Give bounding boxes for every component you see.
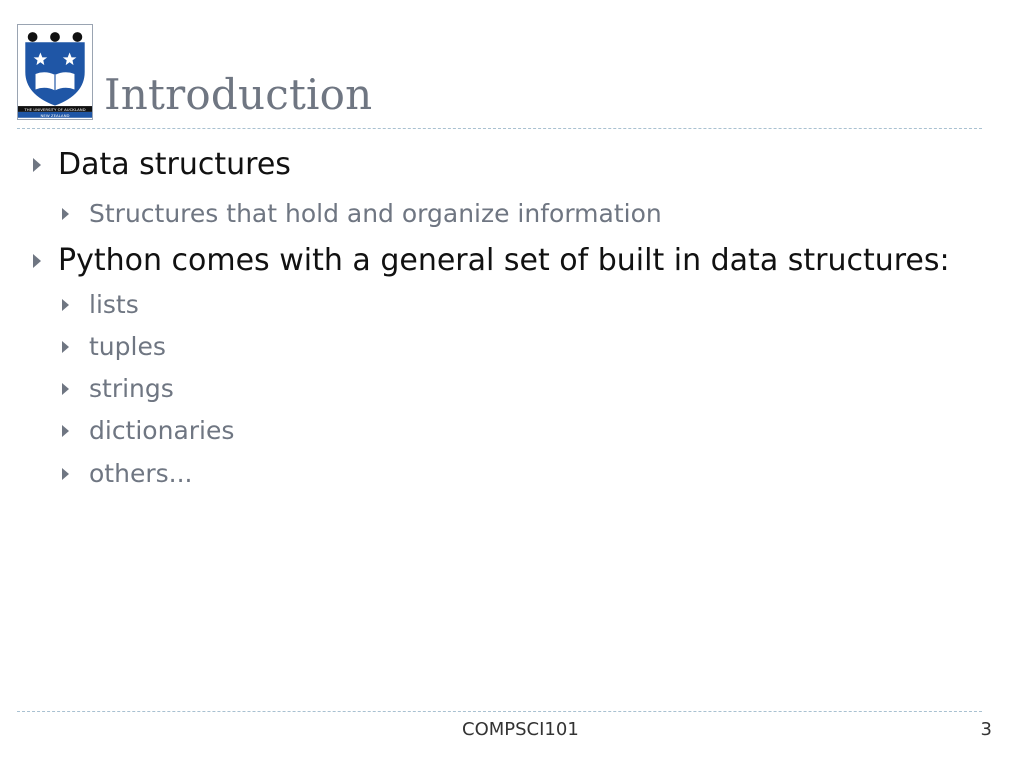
slide-title: Introduction <box>104 70 373 119</box>
sub-bullet-item <box>89 288 139 322</box>
sub-bullet-item <box>89 414 234 448</box>
footer-course-label: COMPSCI101 <box>462 719 579 740</box>
footer-divider <box>17 711 982 712</box>
sub-bullet-arrow-icon <box>62 425 69 437</box>
sub-bullet-arrow-icon <box>62 383 69 395</box>
sub-bullet-item <box>89 457 192 491</box>
sub-bullet-text: tuples <box>89 332 166 361</box>
bullet-text: Data structures <box>58 147 291 182</box>
svg-text:THE UNIVERSITY OF AUCKLAND: THE UNIVERSITY OF AUCKLAND <box>24 106 86 112</box>
bullet-item <box>58 241 950 281</box>
sub-bullet-text: Structures that hold and organize information <box>89 199 662 228</box>
sub-bullet-text: lists <box>89 290 139 319</box>
sub-bullet-item <box>89 197 662 231</box>
sub-bullet-arrow-icon <box>62 341 69 353</box>
sub-bullet-arrow-icon <box>62 468 69 480</box>
bullet-arrow-icon <box>33 158 41 172</box>
sub-bullet-text: dictionaries <box>89 416 235 445</box>
bullet-arrow-icon <box>33 254 41 268</box>
sub-bullet-arrow-icon <box>62 208 69 220</box>
svg-text:NEW ZEALAND: NEW ZEALAND <box>40 112 70 118</box>
footer-page-number: 3 <box>980 719 992 740</box>
sub-bullet-arrow-icon <box>62 299 69 311</box>
bullet-text: Python comes with a general set of built in data structures: <box>58 243 950 278</box>
sub-bullet-text: strings <box>89 374 174 403</box>
sub-bullet-text: others... <box>89 459 193 488</box>
bullet-item <box>58 145 291 185</box>
sub-bullet-item <box>89 330 166 364</box>
sub-bullet-item <box>89 372 174 406</box>
